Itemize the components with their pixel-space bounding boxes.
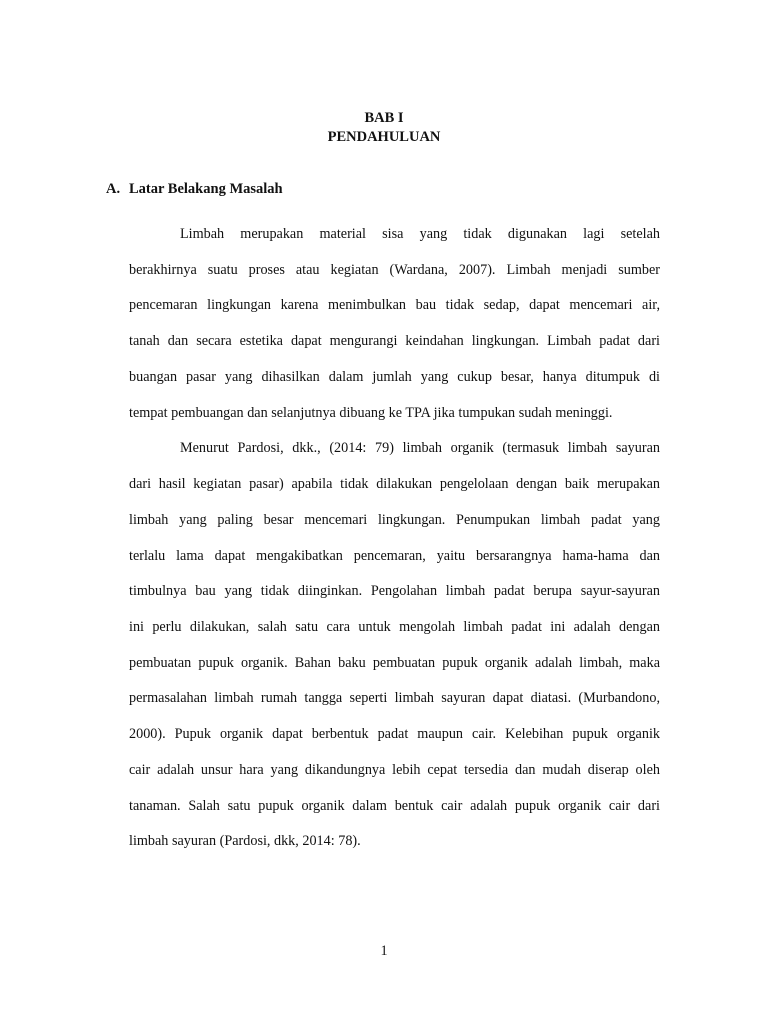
- paragraph-line: buangan pasar yang dihasilkan dalam jumlah yang cukup besar, hanya ditumpuk di: [129, 369, 660, 385]
- section-heading: [106, 180, 283, 198]
- paragraph-line: limbah sayuran (Pardosi, dkk, 2014: 78).: [129, 833, 361, 849]
- paragraph-line: pembuatan pupuk organik. Bahan baku pembuatan pupuk organik adalah limbah, maka: [129, 655, 660, 671]
- paragraph-line: terlalu lama dapat mengakibatkan pencemaran, yaitu bersarangnya hama-hama dan: [129, 548, 660, 564]
- chapter-number: BAB I: [364, 110, 404, 126]
- paragraph-line: tanah dan secara estetika dapat mengurangi keindahan lingkungan. Limbah padat dari: [129, 333, 660, 349]
- paragraph-line: Menurut Pardosi, dkk., (2014: 79) limbah organik (termasuk limbah sayuran: [180, 440, 660, 456]
- paragraph-line: permasalahan limbah rumah tangga seperti limbah sayuran dapat diatasi. (Murbandono,: [129, 690, 660, 706]
- page-number: 1: [380, 943, 388, 959]
- chapter-title: PENDAHULUAN: [327, 129, 441, 145]
- paragraph-line: tanaman. Salah satu pupuk organik dalam bentuk cair adalah pupuk organik cair dari: [129, 798, 660, 814]
- paragraph-line: 2000). Pupuk organik dapat berbentuk padat maupun cair. Kelebihan pupuk organik: [129, 726, 660, 742]
- paragraph-line: cair adalah unsur hara yang dikandungnya lebih cepat tersedia dan mudah diserap oleh: [129, 762, 660, 778]
- paragraph-line: limbah yang paling besar mencemari lingkungan. Penumpukan limbah padat yang: [129, 512, 660, 528]
- section-title: Latar Belakang Masalah: [129, 181, 283, 197]
- paragraph-line: timbulnya bau yang tidak diinginkan. Pengolahan limbah padat berupa sayur-sayuran: [129, 583, 660, 599]
- paragraph-line: berakhirnya suatu proses atau kegiatan (Wardana, 2007). Limbah menjadi sumber: [129, 262, 660, 278]
- paragraph-line: Limbah merupakan material sisa yang tidak digunakan lagi setelah: [180, 226, 660, 242]
- section-marker: A.: [106, 181, 121, 197]
- paragraph-line: dari hasil kegiatan pasar) apabila tidak dilakukan pengelolaan dengan baik merupakan: [129, 476, 660, 492]
- paragraph-line: tempat pembuangan dan selanjutnya dibuang ke TPA jika tumpukan sudah meninggi.: [129, 405, 613, 421]
- paragraph-line: pencemaran lingkungan karena menimbulkan bau tidak sedap, dapat mencemari air,: [129, 297, 660, 313]
- paragraph-line: ini perlu dilakukan, salah satu cara untuk mengolah limbah padat ini adalah dengan: [129, 619, 660, 635]
